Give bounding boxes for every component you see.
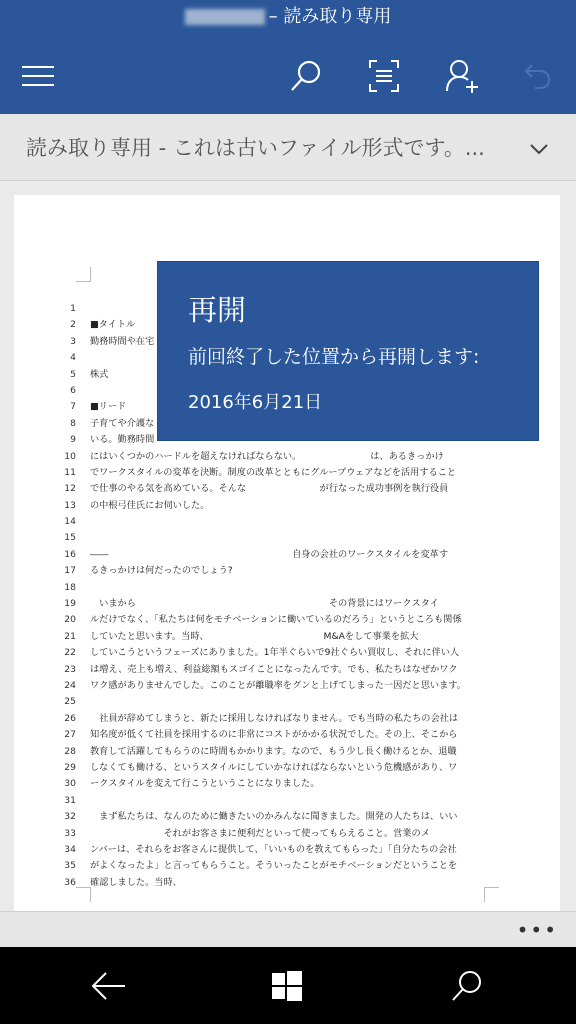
chevron-down-icon [530, 143, 548, 155]
line-number: 20 [64, 614, 76, 626]
line-number: 29 [64, 761, 76, 773]
line-text: 勤務時間や在宅 [90, 335, 155, 347]
back-arrow-icon [91, 971, 127, 1001]
resume-title: 再開 [188, 293, 247, 327]
line-number: 22 [64, 647, 76, 659]
line-text: の中根弓佳氏にお伺いした。 [90, 499, 210, 511]
document-line [64, 580, 500, 596]
line-number: 11 [64, 466, 76, 478]
line-number: 27 [64, 729, 76, 741]
hamburger-icon [21, 64, 55, 88]
line-number: 8 [70, 417, 76, 429]
line-text: 知名度が低くて社員を採用するのに非常にコストがかかる状況でした。その上、そこから [90, 729, 458, 741]
document-line [64, 514, 500, 530]
line-text: 教育して活躍してもらうのに時間もかかります。なので、もう少し長く働けるとか、退職 [90, 745, 457, 757]
system-nav-bar [0, 947, 576, 1024]
more-options-button[interactable]: ••• [516, 918, 558, 942]
line-text: で仕事のやる気を高めている。そんな が行なった成功事例を執行役員 [90, 483, 449, 495]
line-number: 33 [64, 827, 76, 839]
expand-info-button[interactable] [530, 140, 548, 159]
line-number: 16 [64, 548, 76, 560]
document-line [64, 875, 500, 891]
line-text: でワークスタイルの変革を決断。制度の改革とともにグループウェアなどを活用すること [90, 466, 457, 478]
app-bar [0, 0, 576, 114]
line-number: 25 [64, 696, 76, 708]
line-number: 15 [64, 532, 76, 544]
line-text: ワク感がありませんでした。このことが離職率をグンと上げてしまった一因だと思います。 [90, 679, 466, 691]
line-number: 35 [64, 860, 76, 872]
read-only-message: 読み取り専用 - これは古いファイル形式です。... [26, 136, 485, 160]
redacted-filename [185, 9, 265, 25]
document-line [64, 858, 500, 874]
document-line [64, 694, 500, 710]
resume-date: 2016年6月21日 [188, 392, 323, 413]
line-number: 2 [70, 319, 76, 331]
document-line [64, 662, 500, 678]
line-text: は増え、売上も増え、利益総額もスゴイことになったんです。でも、私たちはなぜかワク [90, 663, 458, 675]
resume-subtitle: 前回終了した位置から再開します: [188, 346, 480, 368]
line-text: ンバーは、それらをお客さんに提供して、「いいものを教えてもらった」「自分たちの会社 [90, 843, 457, 855]
search-icon [450, 969, 484, 1003]
line-number: 23 [64, 663, 76, 675]
resume-reading-popup[interactable] [157, 261, 539, 441]
add-person-icon [445, 59, 479, 93]
document-line [64, 645, 500, 661]
line-number: 13 [64, 499, 76, 511]
line-text: それがお客さまに便利だといって使ってもらえること。営業のメ [90, 827, 430, 839]
line-text: ルだけでなく、「私たちは何をモチベーションに働いているのだろう」というところも関係 [90, 614, 462, 626]
line-text: ■リード [90, 401, 127, 413]
line-number: 17 [64, 565, 76, 577]
line-number: 10 [64, 450, 76, 462]
document-line [64, 776, 500, 792]
document-line [64, 547, 500, 563]
reading-view-icon [369, 60, 399, 92]
line-number: 26 [64, 712, 76, 724]
start-button[interactable] [262, 961, 312, 1011]
document-line [64, 449, 500, 465]
share-button[interactable] [438, 52, 486, 100]
line-text: 子育てや介護な [90, 417, 155, 429]
document-line [64, 727, 500, 743]
line-text: しなくても働ける、というスタイルにしていかなければならないという危機感があり、ワ [90, 761, 458, 773]
line-number: 28 [64, 745, 76, 757]
line-number: 4 [70, 352, 76, 364]
search-icon [289, 59, 323, 93]
read-only-info-bar[interactable] [0, 114, 576, 181]
line-text: がよくなったよ」と言ってもらうこと。そういったことがモチベーションだということを [90, 860, 458, 872]
document-line [64, 678, 500, 694]
line-number: 9 [70, 434, 76, 446]
line-number: 6 [70, 384, 76, 396]
line-text: いる。勤務時間 [90, 434, 155, 446]
line-number: 12 [64, 483, 76, 495]
line-text: 確認しました。当時、 [90, 876, 182, 888]
search-button[interactable] [282, 52, 330, 100]
document-line [64, 596, 500, 612]
document-line [64, 629, 500, 645]
document-line [64, 465, 500, 481]
document-line [64, 744, 500, 760]
line-number: 21 [64, 630, 76, 642]
margin-mark [76, 267, 91, 282]
line-text: にはいくつかのハードルを超えなければならない。 は、あるきっかけ [90, 450, 444, 462]
bottom-app-bar [0, 911, 576, 948]
line-text: ークスタイルを変えて行こうということになりました。 [90, 778, 320, 790]
line-text: していたと思います。当時、 M&Aをして事業を拡大 [90, 630, 419, 642]
line-text: るきっかけは何だったのでしょう? [90, 565, 233, 577]
undo-icon [523, 61, 553, 91]
line-number: 34 [64, 843, 76, 855]
line-text: 社員が辞めてしまうと、新たに採用しなければなりません。でも当時の私たちの会社は [90, 712, 459, 724]
window-title: – 読み取り専用 [0, 4, 576, 30]
back-button[interactable] [84, 961, 134, 1011]
line-number: 36 [64, 876, 76, 888]
line-number: 31 [64, 794, 76, 806]
document-line [64, 793, 500, 809]
line-number: 30 [64, 778, 76, 790]
reading-view-button[interactable] [360, 52, 408, 100]
search-button[interactable] [442, 961, 492, 1011]
line-text: していこうというフェーズにありました。1年半ぐらいで9社ぐらい買収し、それに伴い人 [90, 647, 460, 659]
line-number: 5 [70, 368, 76, 380]
line-number: 24 [64, 679, 76, 691]
line-number: 32 [64, 811, 76, 823]
line-text: いまから その背景にはワークスタイ [90, 598, 439, 610]
line-number: 19 [64, 598, 76, 610]
line-number: 3 [70, 335, 76, 347]
line-number: 18 [64, 581, 76, 593]
line-number: 7 [70, 401, 76, 413]
line-number: 14 [64, 516, 76, 528]
line-text: ■タイトル [90, 319, 136, 331]
line-number: 1 [70, 303, 76, 314]
document-line [64, 826, 500, 842]
document-line [64, 612, 500, 628]
document-line [64, 760, 500, 776]
document-line [64, 842, 500, 858]
document-line [64, 498, 500, 514]
document-line [64, 530, 500, 546]
document-line [64, 563, 500, 579]
document-line [64, 481, 500, 497]
document-line [64, 711, 500, 727]
document-line [64, 809, 500, 825]
undo-button[interactable] [514, 52, 562, 100]
line-text: ―― 自身の会社のワークスタイルを変革す [90, 548, 449, 560]
line-text: 株式 [90, 368, 109, 380]
windows-logo-icon [272, 971, 302, 1001]
line-text: まず私たちは、なんのために働きたいのかみんなに聞きました。開発の人たちは、いい [90, 811, 458, 823]
menu-button[interactable] [14, 52, 62, 100]
